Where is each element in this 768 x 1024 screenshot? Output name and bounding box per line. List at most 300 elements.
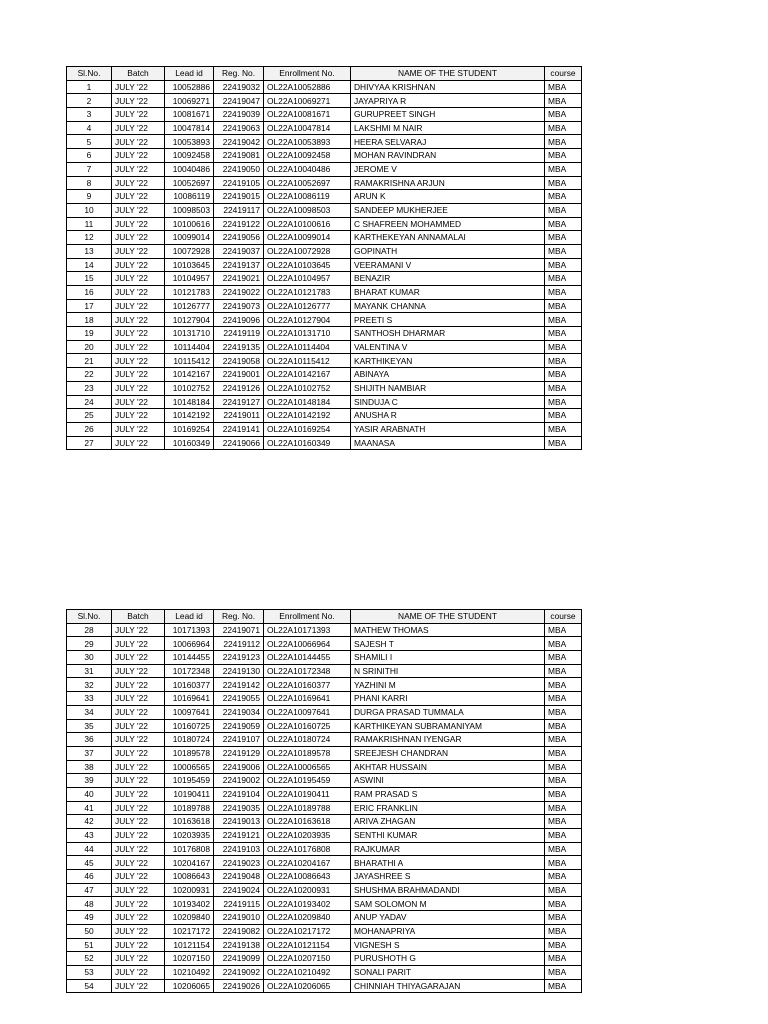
reg-no-cell: 22419001	[214, 368, 264, 382]
table-row	[67, 80, 582, 94]
student-name-cell: SINDUJA C	[351, 395, 545, 409]
table-row	[67, 244, 582, 258]
enrollment-no-header: Enrollment No.	[264, 67, 351, 81]
reg-no-cell: 22419127	[214, 395, 264, 409]
table-row	[67, 705, 582, 719]
reg-no-cell: 22419107	[214, 733, 264, 747]
reg-no-cell: 22419047	[214, 94, 264, 108]
student-name-cell: SREEJESH CHANDRAN	[351, 746, 545, 760]
student-name-cell: DHIVYAA KRISHNAN	[351, 80, 545, 94]
batch-cell: JULY '22	[112, 664, 165, 678]
sl-no-cell: 4	[67, 121, 112, 135]
course-cell: MBA	[545, 94, 582, 108]
reg-no-cell: 22419130	[214, 664, 264, 678]
student-name-cell: RAM PRASAD S	[351, 787, 545, 801]
enrollment-no-cell: OL22A10190411	[264, 787, 351, 801]
table-body	[67, 80, 582, 450]
course-cell: MBA	[545, 409, 582, 423]
reg-no-cell: 22419058	[214, 354, 264, 368]
lead-id-cell: 10163618	[165, 815, 214, 829]
student-name-cell: VALENTINA V	[351, 340, 545, 354]
course-cell: MBA	[545, 870, 582, 884]
sl-no-cell: 21	[67, 354, 112, 368]
lead-id-cell: 10121783	[165, 286, 214, 300]
sl-no-cell: 19	[67, 327, 112, 341]
table-row	[67, 395, 582, 409]
course-cell: MBA	[545, 705, 582, 719]
student-name-cell: SHAMILI I	[351, 651, 545, 665]
enrollment-no-cell: OL22A10204167	[264, 856, 351, 870]
sl-no-cell: 47	[67, 883, 112, 897]
batch-cell: JULY '22	[112, 733, 165, 747]
lead-id-cell: 10142192	[165, 409, 214, 423]
sl-no-cell: 26	[67, 422, 112, 436]
lead-id-header: Lead id	[165, 67, 214, 81]
table-row	[67, 354, 582, 368]
student-name-cell: SHUSHMA BRAHMADANDI	[351, 883, 545, 897]
student-name-cell: MOHANAPRIYA	[351, 924, 545, 938]
reg-no-cell: 22419129	[214, 746, 264, 760]
enrollment-no-cell: OL22A10207150	[264, 952, 351, 966]
enrollment-no-cell: OL22A10169254	[264, 422, 351, 436]
sl-no-cell: 17	[67, 299, 112, 313]
sl-no-cell: 10	[67, 203, 112, 217]
reg-no-cell: 22419024	[214, 883, 264, 897]
enrollment-no-cell: OL22A10121154	[264, 938, 351, 952]
batch-cell: JULY '22	[112, 436, 165, 450]
table-row	[67, 815, 582, 829]
lead-id-cell: 10086643	[165, 870, 214, 884]
lead-id-cell: 10103645	[165, 258, 214, 272]
batch-cell: JULY '22	[112, 979, 165, 993]
reg-no-cell: 22419021	[214, 272, 264, 286]
sl-no-cell: 41	[67, 801, 112, 815]
sl-no-cell: 3	[67, 108, 112, 122]
reg-no-cell: 22419013	[214, 815, 264, 829]
enrollment-no-cell: OL22A10206065	[264, 979, 351, 993]
enrollment-no-cell: OL22A10189788	[264, 801, 351, 815]
lead-id-cell: 10102752	[165, 381, 214, 395]
enrollment-no-cell: OL22A10169641	[264, 692, 351, 706]
batch-cell: JULY '22	[112, 829, 165, 843]
course-cell: MBA	[545, 746, 582, 760]
batch-cell: JULY '22	[112, 787, 165, 801]
table-row	[67, 801, 582, 815]
lead-id-cell: 10207150	[165, 952, 214, 966]
batch-cell: JULY '22	[112, 313, 165, 327]
course-cell: MBA	[545, 176, 582, 190]
sl-no-header: Sl.No.	[67, 67, 112, 81]
batch-cell: JULY '22	[112, 938, 165, 952]
table-row	[67, 436, 582, 450]
enrollment-no-cell: OL22A10040486	[264, 162, 351, 176]
course-cell: MBA	[545, 217, 582, 231]
enrollment-no-cell: OL22A10163618	[264, 815, 351, 829]
course-cell: MBA	[545, 244, 582, 258]
student-name-cell: RAMAKRISHNAN IYENGAR	[351, 733, 545, 747]
student-name-cell: AKHTAR HUSSAIN	[351, 760, 545, 774]
table-row	[67, 760, 582, 774]
student-name-cell: DURGA PRASAD TUMMALA	[351, 705, 545, 719]
course-cell: MBA	[545, 313, 582, 327]
lead-id-cell: 10131710	[165, 327, 214, 341]
sl-no-cell: 31	[67, 664, 112, 678]
reg-no-cell: 22419123	[214, 651, 264, 665]
batch-cell: JULY '22	[112, 217, 165, 231]
reg-no-cell: 22419096	[214, 313, 264, 327]
course-header: course	[545, 610, 582, 624]
sl-no-cell: 33	[67, 692, 112, 706]
enrollment-no-cell: OL22A10053893	[264, 135, 351, 149]
reg-no-cell: 22419059	[214, 719, 264, 733]
course-cell: MBA	[545, 692, 582, 706]
lead-id-cell: 10099014	[165, 231, 214, 245]
sl-no-cell: 28	[67, 623, 112, 637]
course-cell: MBA	[545, 760, 582, 774]
course-cell: MBA	[545, 368, 582, 382]
student-name-cell: PHANI KARRI	[351, 692, 545, 706]
reg-no-cell: 22419141	[214, 422, 264, 436]
lead-id-cell: 10204167	[165, 856, 214, 870]
student-name-cell: PURUSHOTH G	[351, 952, 545, 966]
sl-no-cell: 50	[67, 924, 112, 938]
lead-id-cell: 10193402	[165, 897, 214, 911]
course-cell: MBA	[545, 911, 582, 925]
student-name-cell: BHARATHI A	[351, 856, 545, 870]
batch-cell: JULY '22	[112, 774, 165, 788]
lead-id-cell: 10172348	[165, 664, 214, 678]
course-cell: MBA	[545, 924, 582, 938]
enrollment-no-cell: OL22A10171393	[264, 623, 351, 637]
course-cell: MBA	[545, 829, 582, 843]
course-cell: MBA	[545, 979, 582, 993]
reg-no-cell: 22419119	[214, 327, 264, 341]
table-row	[67, 692, 582, 706]
reg-no-cell: 22419010	[214, 911, 264, 925]
student-name-cell: BENAZIR	[351, 272, 545, 286]
table-row	[67, 924, 582, 938]
lead-id-cell: 10195459	[165, 774, 214, 788]
table-row	[67, 829, 582, 843]
lead-id-cell: 10006565	[165, 760, 214, 774]
student-name-cell: C SHAFREEN MOHAMMED	[351, 217, 545, 231]
sl-no-cell: 6	[67, 149, 112, 163]
batch-cell: JULY '22	[112, 272, 165, 286]
batch-cell: JULY '22	[112, 911, 165, 925]
sl-no-cell: 53	[67, 965, 112, 979]
enrollment-no-cell: OL22A10180724	[264, 733, 351, 747]
course-cell: MBA	[545, 774, 582, 788]
sl-no-cell: 12	[67, 231, 112, 245]
course-cell: MBA	[545, 354, 582, 368]
batch-cell: JULY '22	[112, 354, 165, 368]
student-name-cell: ANUSHA R	[351, 409, 545, 423]
table-header-row	[67, 67, 582, 81]
batch-cell: JULY '22	[112, 678, 165, 692]
lead-id-cell: 10114404	[165, 340, 214, 354]
lead-id-cell: 10086119	[165, 190, 214, 204]
reg-no-cell: 22419115	[214, 897, 264, 911]
enrollment-no-cell: OL22A10142192	[264, 409, 351, 423]
batch-cell: JULY '22	[112, 190, 165, 204]
course-cell: MBA	[545, 856, 582, 870]
reg-no-cell: 22419042	[214, 135, 264, 149]
sl-no-cell: 18	[67, 313, 112, 327]
batch-cell: JULY '22	[112, 108, 165, 122]
course-header: course	[545, 67, 582, 81]
student-name-cell: KARTHIKEYAN	[351, 354, 545, 368]
student-name-cell: VIGNESH S	[351, 938, 545, 952]
course-cell: MBA	[545, 190, 582, 204]
student-name-cell: JEROME V	[351, 162, 545, 176]
enrollment-no-cell: OL22A10052697	[264, 176, 351, 190]
reg-no-cell: 22419122	[214, 217, 264, 231]
reg-no-cell: 22419056	[214, 231, 264, 245]
reg-no-cell: 22419092	[214, 965, 264, 979]
sl-no-cell: 25	[67, 409, 112, 423]
table-row	[67, 162, 582, 176]
course-cell: MBA	[545, 135, 582, 149]
table-row	[67, 368, 582, 382]
lead-id-cell: 10180724	[165, 733, 214, 747]
course-cell: MBA	[545, 815, 582, 829]
enrollment-no-cell: OL22A10203935	[264, 829, 351, 843]
reg-no-cell: 22419066	[214, 436, 264, 450]
batch-cell: JULY '22	[112, 368, 165, 382]
enrollment-no-cell: OL22A10127904	[264, 313, 351, 327]
course-cell: MBA	[545, 121, 582, 135]
course-cell: MBA	[545, 883, 582, 897]
batch-cell: JULY '22	[112, 258, 165, 272]
enrollment-no-cell: OL22A10114404	[264, 340, 351, 354]
enrollment-no-cell: OL22A10148184	[264, 395, 351, 409]
batch-cell: JULY '22	[112, 162, 165, 176]
table-row	[67, 149, 582, 163]
course-cell: MBA	[545, 80, 582, 94]
course-cell: MBA	[545, 231, 582, 245]
enrollment-no-cell: OL22A10081671	[264, 108, 351, 122]
reg-no-cell: 22419023	[214, 856, 264, 870]
enrollment-no-cell: OL22A10115412	[264, 354, 351, 368]
table-row	[67, 746, 582, 760]
lead-id-cell: 10189788	[165, 801, 214, 815]
course-cell: MBA	[545, 651, 582, 665]
sl-no-cell: 54	[67, 979, 112, 993]
student-name-cell: RAJKUMAR	[351, 842, 545, 856]
student-name-cell: ERIC FRANKLIN	[351, 801, 545, 815]
sl-no-cell: 5	[67, 135, 112, 149]
reg-no-cell: 22419103	[214, 842, 264, 856]
table-row	[67, 719, 582, 733]
table-row	[67, 203, 582, 217]
enrollment-no-cell: OL22A10193402	[264, 897, 351, 911]
reg-no-cell: 22419117	[214, 203, 264, 217]
sl-no-cell: 9	[67, 190, 112, 204]
student-name-cell: N SRINITHI	[351, 664, 545, 678]
table-row	[67, 883, 582, 897]
student-name-cell: BHARAT KUMAR	[351, 286, 545, 300]
sl-no-cell: 16	[67, 286, 112, 300]
student-name-cell: SAJESH T	[351, 637, 545, 651]
table-row	[67, 217, 582, 231]
batch-cell: JULY '22	[112, 381, 165, 395]
student-table-2	[66, 609, 582, 993]
batch-cell: JULY '22	[112, 924, 165, 938]
course-cell: MBA	[545, 108, 582, 122]
sl-no-cell: 23	[67, 381, 112, 395]
batch-cell: JULY '22	[112, 623, 165, 637]
table-row	[67, 678, 582, 692]
lead-id-cell: 10144455	[165, 651, 214, 665]
course-cell: MBA	[545, 381, 582, 395]
table-row	[67, 774, 582, 788]
table-body	[67, 623, 582, 993]
enrollment-no-cell: OL22A10098503	[264, 203, 351, 217]
batch-cell: JULY '22	[112, 203, 165, 217]
enrollment-no-cell: OL22A10092458	[264, 149, 351, 163]
student-name-cell: SHIJITH NAMBIAR	[351, 381, 545, 395]
enrollment-no-cell: OL22A10209840	[264, 911, 351, 925]
reg-no-cell: 22419011	[214, 409, 264, 423]
lead-id-cell: 10066964	[165, 637, 214, 651]
sl-no-cell: 11	[67, 217, 112, 231]
table-row	[67, 952, 582, 966]
reg-no-cell: 22419037	[214, 244, 264, 258]
batch-cell: JULY '22	[112, 870, 165, 884]
enrollment-no-cell: OL22A10200931	[264, 883, 351, 897]
batch-cell: JULY '22	[112, 719, 165, 733]
sl-no-cell: 35	[67, 719, 112, 733]
sl-no-cell: 42	[67, 815, 112, 829]
lead-id-cell: 10040486	[165, 162, 214, 176]
reg-no-cell: 22419073	[214, 299, 264, 313]
lead-id-cell: 10160725	[165, 719, 214, 733]
enrollment-no-cell: OL22A10072928	[264, 244, 351, 258]
course-cell: MBA	[545, 299, 582, 313]
table-row	[67, 897, 582, 911]
lead-id-cell: 10115412	[165, 354, 214, 368]
table-row	[67, 422, 582, 436]
lead-id-cell: 10127904	[165, 313, 214, 327]
lead-id-cell: 10171393	[165, 623, 214, 637]
student-name-cell: ARUN K	[351, 190, 545, 204]
lead-id-cell: 10189578	[165, 746, 214, 760]
sl-no-cell: 22	[67, 368, 112, 382]
enrollment-no-cell: OL22A10103645	[264, 258, 351, 272]
batch-cell: JULY '22	[112, 897, 165, 911]
batch-cell: JULY '22	[112, 883, 165, 897]
sl-no-cell: 49	[67, 911, 112, 925]
reg-no-cell: 22419039	[214, 108, 264, 122]
batch-cell: JULY '22	[112, 842, 165, 856]
enrollment-no-cell: OL22A10217172	[264, 924, 351, 938]
reg-no-header: Reg. No.	[214, 610, 264, 624]
reg-no-cell: 22419104	[214, 787, 264, 801]
lead-id-cell: 10160349	[165, 436, 214, 450]
enrollment-no-cell: OL22A10195459	[264, 774, 351, 788]
student-name-cell: ASWINI	[351, 774, 545, 788]
enrollment-no-cell: OL22A10052886	[264, 80, 351, 94]
batch-cell: JULY '22	[112, 121, 165, 135]
table-row	[67, 121, 582, 135]
sl-no-cell: 15	[67, 272, 112, 286]
student-name-cell: SENTHI KUMAR	[351, 829, 545, 843]
student-name-cell: YASIR ARABNATH	[351, 422, 545, 436]
student-name-cell: RAMAKRISHNA ARJUN	[351, 176, 545, 190]
student-name-cell: SAM SOLOMON M	[351, 897, 545, 911]
table-row	[67, 231, 582, 245]
course-cell: MBA	[545, 203, 582, 217]
course-cell: MBA	[545, 733, 582, 747]
sl-no-cell: 51	[67, 938, 112, 952]
reg-no-cell: 22419099	[214, 952, 264, 966]
table-row	[67, 842, 582, 856]
enrollment-no-cell: OL22A10069271	[264, 94, 351, 108]
table-row	[67, 637, 582, 651]
enrollment-no-cell: OL22A10172348	[264, 664, 351, 678]
reg-no-cell: 22419006	[214, 760, 264, 774]
reg-no-cell: 22419035	[214, 801, 264, 815]
reg-no-cell: 22419026	[214, 979, 264, 993]
reg-no-cell: 22419112	[214, 637, 264, 651]
sl-no-cell: 38	[67, 760, 112, 774]
course-cell: MBA	[545, 801, 582, 815]
lead-id-cell: 10053893	[165, 135, 214, 149]
course-cell: MBA	[545, 422, 582, 436]
course-cell: MBA	[545, 938, 582, 952]
lead-id-cell: 10176808	[165, 842, 214, 856]
student-name-header: NAME OF THE STUDENT	[351, 67, 545, 81]
batch-cell: JULY '22	[112, 409, 165, 423]
course-cell: MBA	[545, 678, 582, 692]
course-cell: MBA	[545, 952, 582, 966]
student-name-cell: SANTHOSH DHARMAR	[351, 327, 545, 341]
sl-no-cell: 36	[67, 733, 112, 747]
table-row	[67, 733, 582, 747]
table-row	[67, 911, 582, 925]
enrollment-no-cell: OL22A10189578	[264, 746, 351, 760]
sl-no-cell: 52	[67, 952, 112, 966]
batch-cell: JULY '22	[112, 395, 165, 409]
lead-id-cell: 10148184	[165, 395, 214, 409]
batch-header: Batch	[112, 67, 165, 81]
sl-no-cell: 37	[67, 746, 112, 760]
enrollment-no-cell: OL22A10086643	[264, 870, 351, 884]
student-table-1	[66, 66, 582, 450]
reg-no-cell: 22419050	[214, 162, 264, 176]
reg-no-cell: 22419081	[214, 149, 264, 163]
reg-no-cell: 22419142	[214, 678, 264, 692]
table-row	[67, 870, 582, 884]
enrollment-no-cell: OL22A10102752	[264, 381, 351, 395]
table-row	[67, 190, 582, 204]
enrollment-no-cell: OL22A10176808	[264, 842, 351, 856]
batch-cell: JULY '22	[112, 815, 165, 829]
sl-no-cell: 48	[67, 897, 112, 911]
student-name-cell: KARTHEKEYAN ANNAMALAI	[351, 231, 545, 245]
enrollment-no-header: Enrollment No.	[264, 610, 351, 624]
lead-id-cell: 10217172	[165, 924, 214, 938]
batch-cell: JULY '22	[112, 135, 165, 149]
course-cell: MBA	[545, 327, 582, 341]
batch-cell: JULY '22	[112, 299, 165, 313]
student-name-cell: ANUP YADAV	[351, 911, 545, 925]
table-row	[67, 965, 582, 979]
batch-cell: JULY '22	[112, 856, 165, 870]
course-cell: MBA	[545, 787, 582, 801]
enrollment-no-cell: OL22A10131710	[264, 327, 351, 341]
batch-cell: JULY '22	[112, 760, 165, 774]
